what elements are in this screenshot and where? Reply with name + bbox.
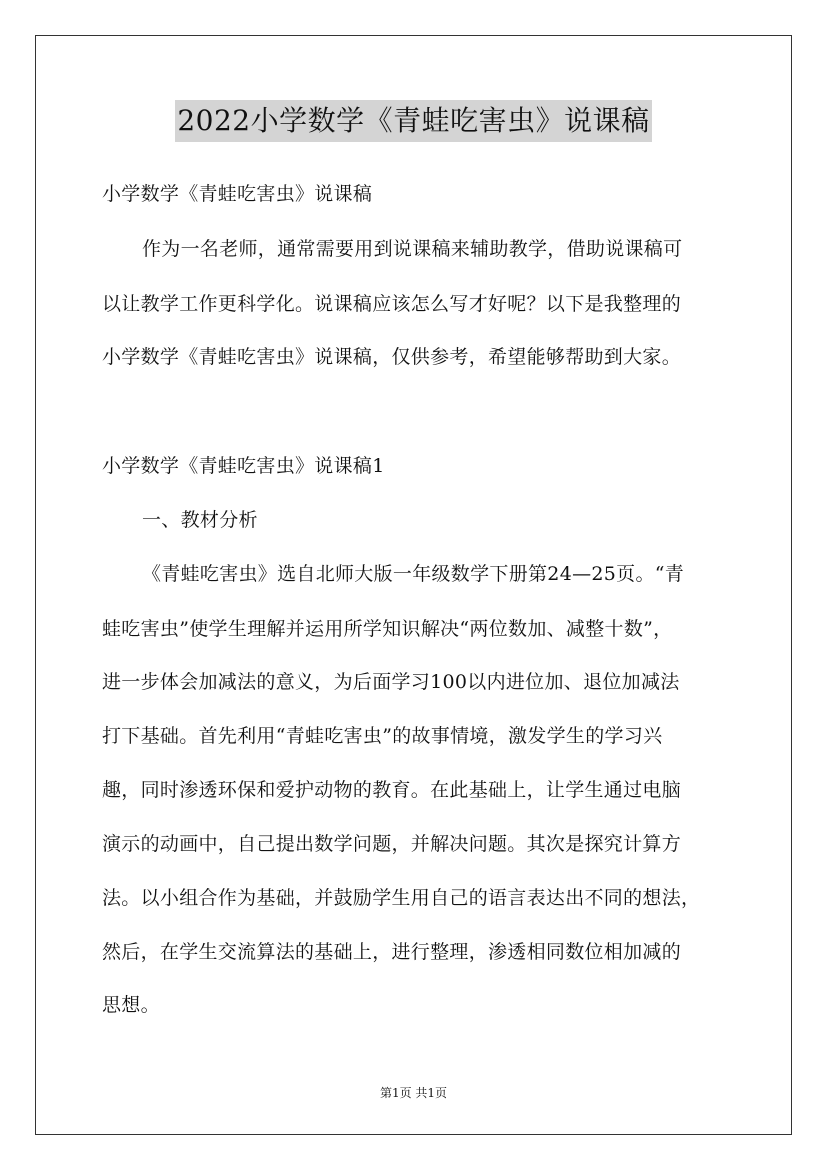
body-line-2: 蛙吃害虫”使学生理解并运用所学知识解决“两位数加、减整十数”，	[102, 618, 673, 640]
intro-line-3: 小学数学《青蛙吃害虫》说课稿，仅供参考，希望能够帮助到大家。	[102, 346, 682, 368]
document-title: 2022小学数学《青蛙吃害虫》说课稿	[175, 100, 651, 142]
intro-line-2: 以让教学工作更科学化。说课稿应该怎么写才好呢？以下是我整理的	[102, 293, 682, 315]
body-line-7: 法。以小组合作为基础，并鼓励学生用自己的语言表达出不同的想法，	[102, 887, 701, 909]
body-line-9: 思想。	[102, 994, 160, 1016]
body-line-3: 进一步体会加减法的意义，为后面学习100以内进位加、退位加减法	[102, 671, 680, 693]
body-line-8: 然后，在学生交流算法的基础上，进行整理，渗透相同数位相加减的	[102, 941, 682, 963]
body-line-6: 演示的动画中，自己提出数学问题，并解决问题。其次是探究计算方	[102, 833, 682, 855]
title-container	[0, 100, 827, 142]
body-line-4: 打下基础。首先利用“青蛙吃害虫”的故事情境，激发学生的学习兴	[102, 725, 663, 747]
subsection-title: 一、教材分析	[142, 509, 258, 531]
document-subtitle: 小学数学《青蛙吃害虫》说课稿	[102, 183, 373, 205]
intro-line-1: 作为一名老师，通常需要用到说课稿来辅助教学，借助说课稿可	[142, 238, 683, 260]
section-title: 小学数学《青蛙吃害虫》说课稿1	[102, 455, 385, 477]
body-line-1: 《青蛙吃害虫》选自北师大版一年级数学下册第24—25页。“青	[142, 563, 685, 585]
page-footer: 第1页 共1页	[379, 1086, 448, 1100]
body-line-5: 趣，同时渗透环保和爱护动物的教育。在此基础上，让学生通过电脑	[102, 779, 682, 801]
